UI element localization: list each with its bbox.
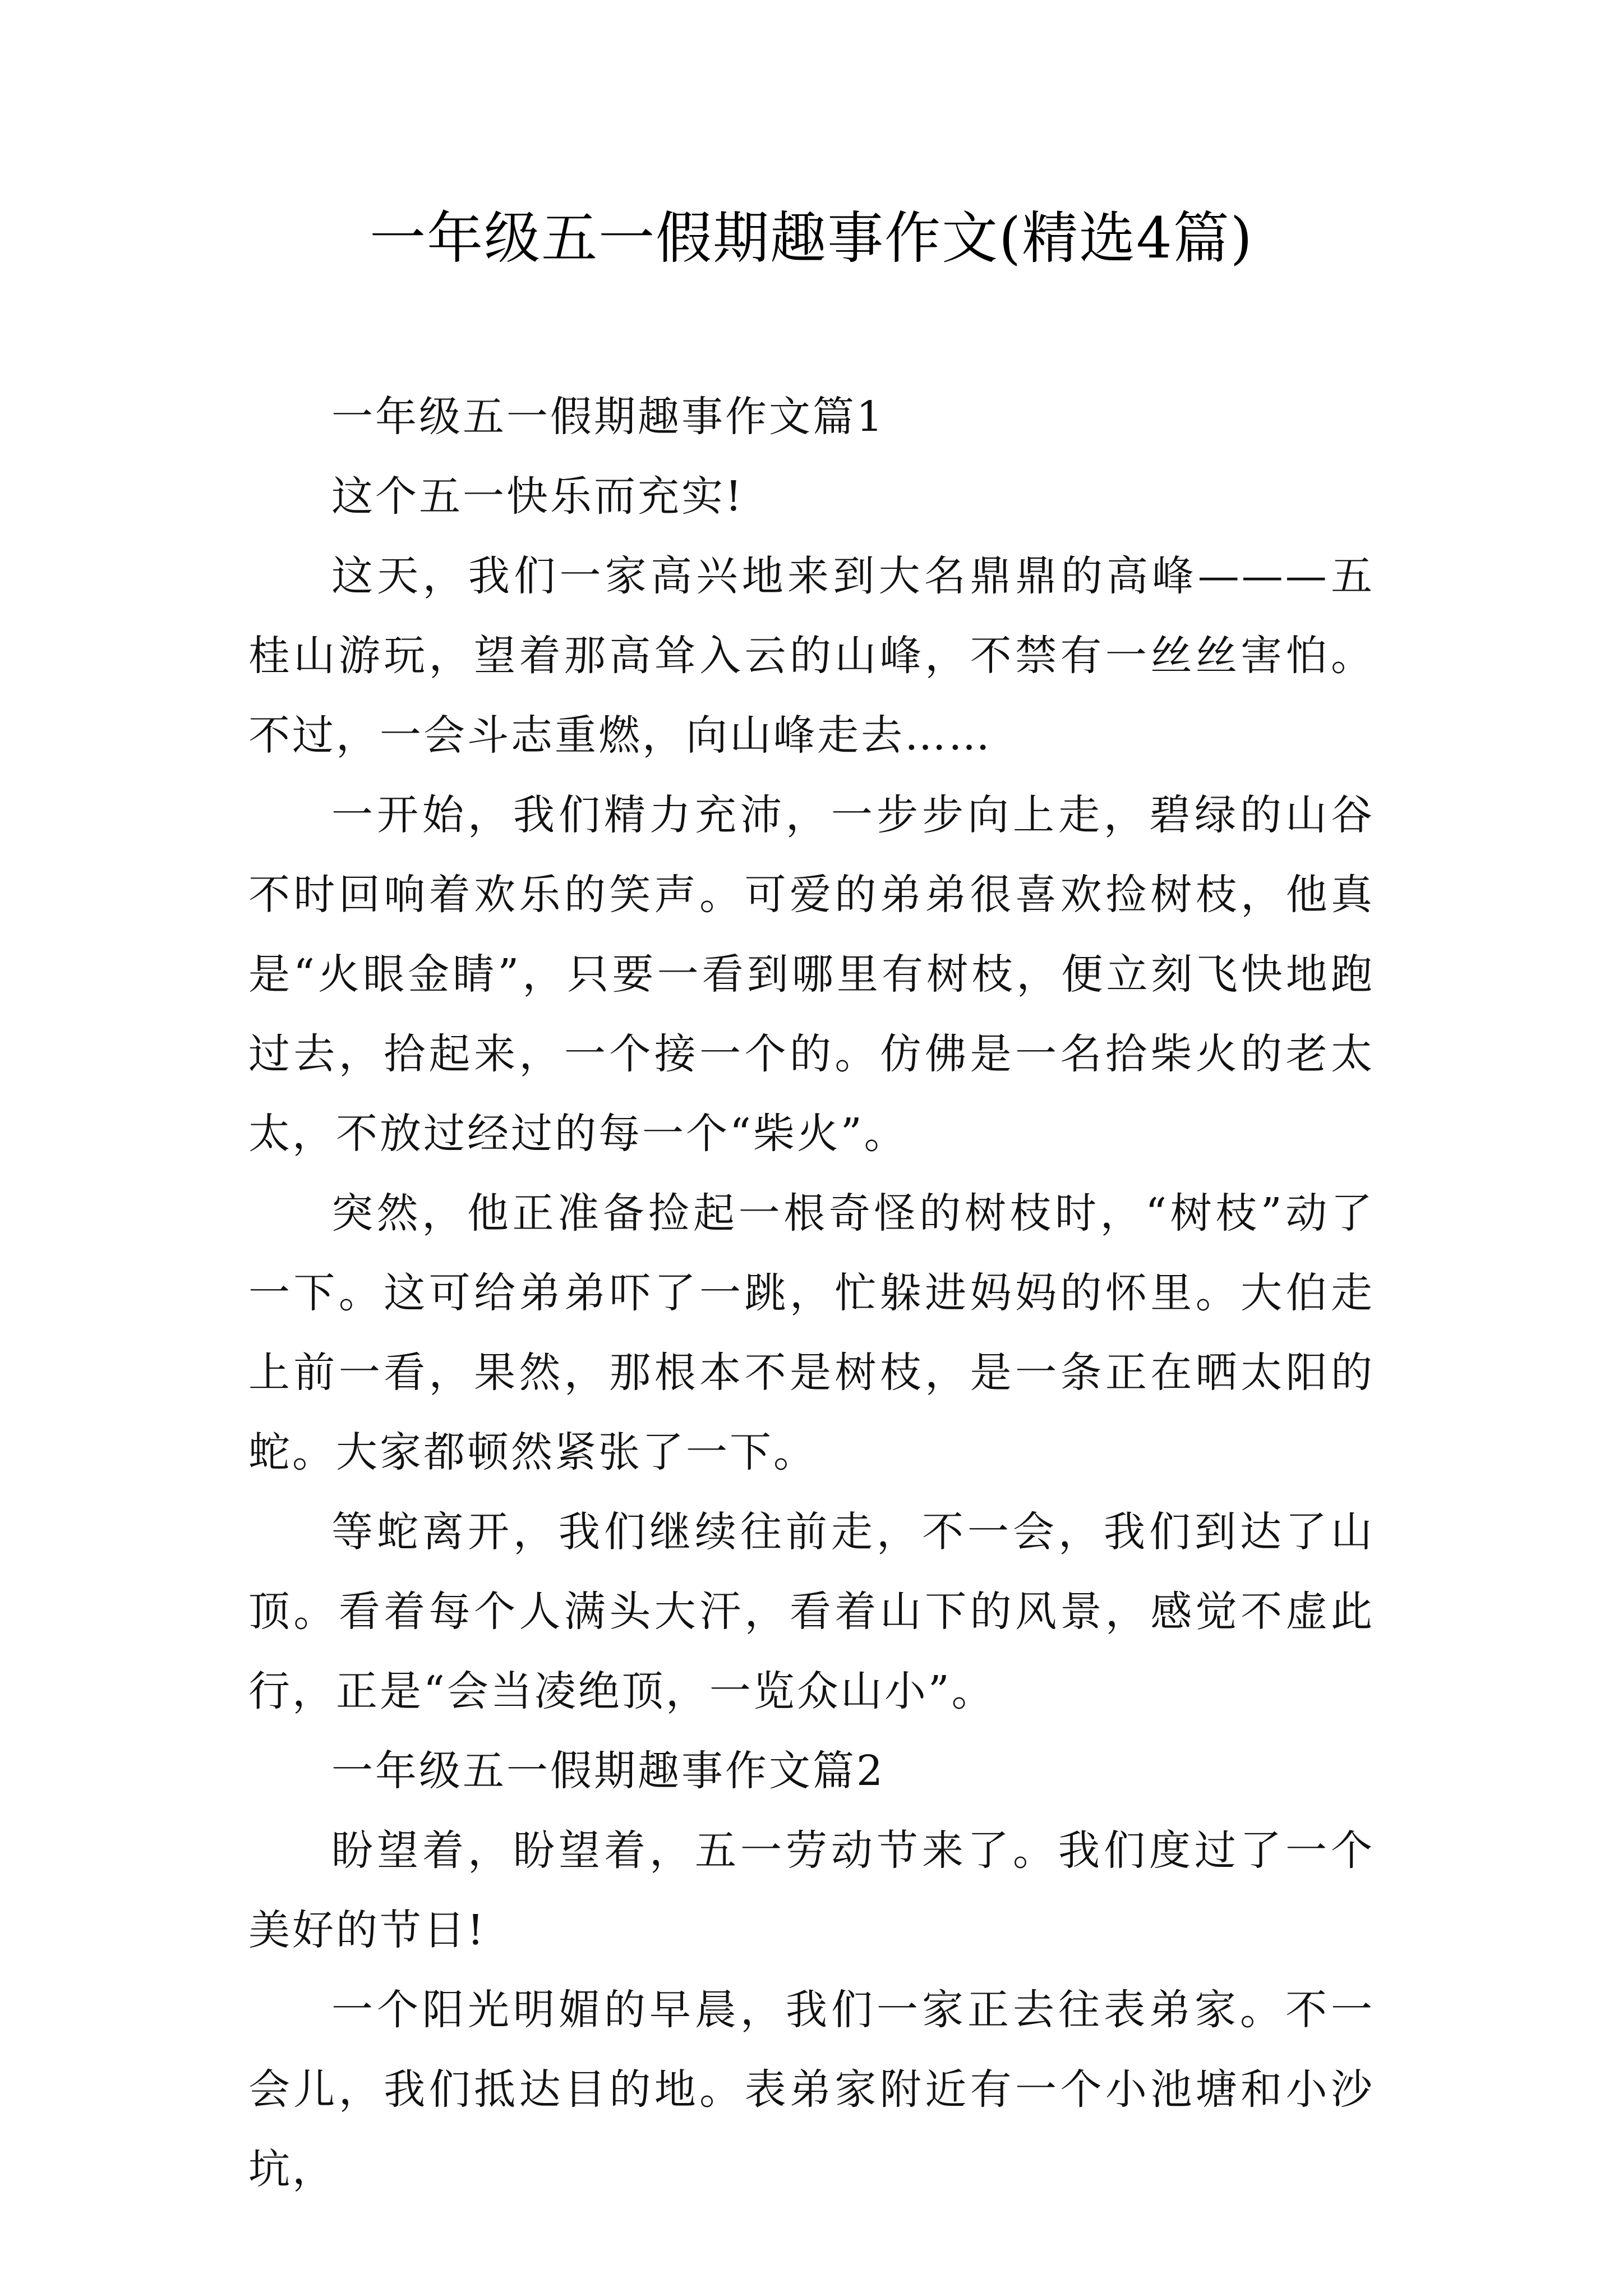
document-body bbox=[248, 377, 1375, 2209]
paragraph: 等蛇离开，我们继续往前走，不一会，我们到达了山顶。看着每个人满头大汗，看着山下的风景，感觉不虚此行，正是“会当凌绝顶，一览众山小”。 bbox=[248, 1508, 1375, 1715]
document-title: 一年级五一假期趣事作文(精选4篇) bbox=[370, 205, 1253, 271]
paragraph: 盼望着，盼望着，五一劳动节来了。我们度过了一个美好的节日! bbox=[248, 1826, 1375, 1954]
paragraph: 突然，他正准备捡起一根奇怪的树枝时，“树枝”动了一下。这可给弟弟吓了一跳，忙躲进妈妈的怀里。大伯走上前一看，果然，那根本不是树枝，是一条正在晒太阳的蛇。大家都顿然紧张了一下。 bbox=[248, 1189, 1375, 1476]
paragraph: 这天，我们一家高兴地来到大名鼎鼎的高峰———五桂山游玩，望着那高耸入云的山峰，不禁有一丝丝害怕。不过，一会斗志重燃，向山峰走去…… bbox=[248, 552, 1375, 760]
section-heading-1: 一年级五一假期趣事作文篇1 bbox=[331, 393, 886, 441]
paragraph: 一个阳光明媚的早晨，我们一家正去往表弟家。不一会儿，我们抵达目的地。表弟家附近有一个小池塘和小沙坑， bbox=[248, 1986, 1375, 2193]
section-heading-2: 一年级五一假期趣事作文篇2 bbox=[331, 1747, 886, 1795]
paragraph: 这个五一快乐而充实! bbox=[331, 472, 744, 521]
paragraph: 一开始，我们精力充沛，一步步向上走，碧绿的山谷不时回响着欢乐的笑声。可爱的弟弟很喜欢捡树枝，他真是“火眼金睛”，只要一看到哪里有树枝，便立刻飞快地跑过去，拾起来，一个接一个的。仿佛是一名拾柴火的老太太，不放过经过的每一个“柴火”。 bbox=[248, 791, 1375, 1158]
